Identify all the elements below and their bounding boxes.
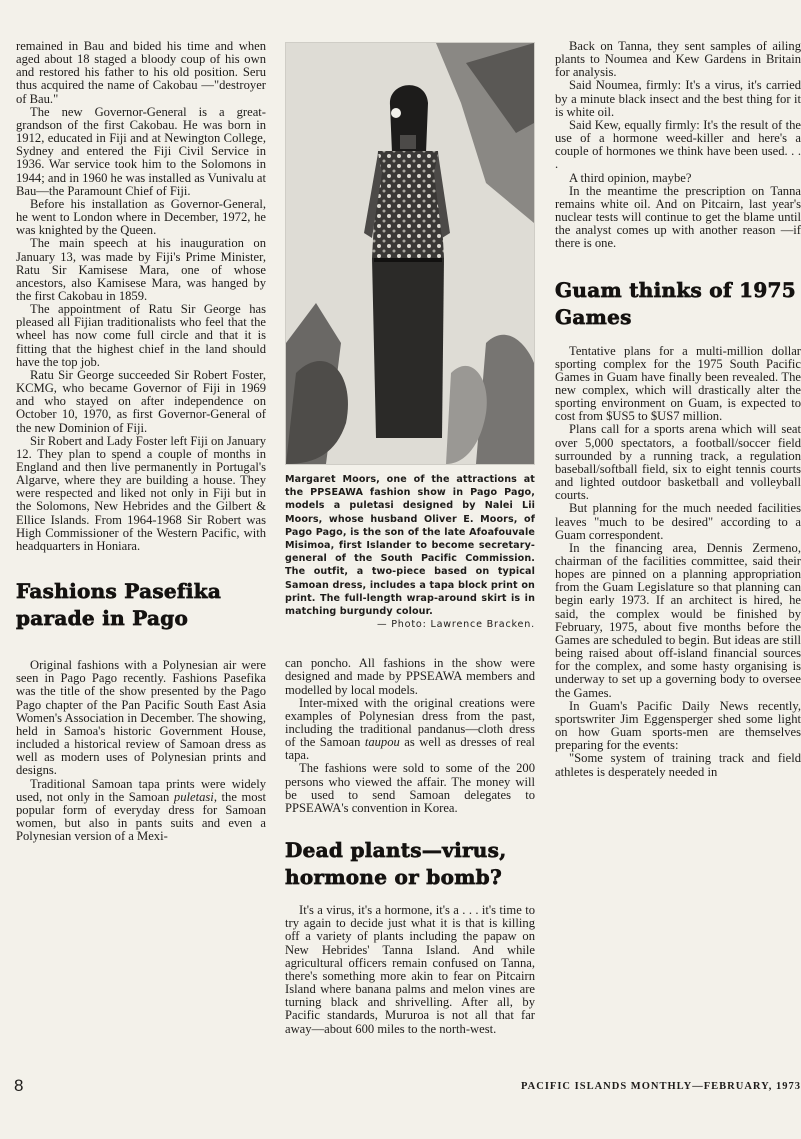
body-paragraph: Back on Tanna, they sent samples of ailing plants to Noumea and Kew Gardens in Britain for analysis. [555, 39, 801, 80]
photographer-name: Lawrence Bracken. [430, 619, 535, 631]
photo-credit: — Photo: Lawrence Bracken. [376, 619, 535, 631]
fashion-photo [285, 42, 535, 465]
body-paragraph: Said Noumea, firmly: It's a virus, it's carried by a minute black insect and the best thing for it is white oil. [555, 78, 801, 119]
body-paragraph: The appointment of Ratu Sir George has pleased all Fijian traditionalists who feel that the wheel has now come full circle and that it is fitting that the highest chief in the land should have the top job. [16, 302, 266, 369]
body-paragraph: Original fashions with a Polynesian air were seen in Pago Pago recently. Fashions Pasefika was the title of the show presented by the Pago Pago chapter of the Pan Pacific South East Asia Women's Association in December. The showing, held in Samoa's historic Government House, included a historical review of Samoan dress as well as modern uses of Polynesian prints and designs. [16, 658, 266, 778]
body-paragraph: In the financing area, Dennis Zermeno, chairman of the facilities committee, said their hopes are pinned on a planning appropriation from the Guam Legislature so that planning can begin early 1973. If an architect is hired, he said, the complex would be finished by February, 1975, about five months before the Games are scheduled to begin. But ideas are still being raised about off-island financial sources for the complex, and some hasty organising is underway to set up a governing body to oversee the Games. [555, 540, 801, 700]
body-paragraph: But planning for the much needed facilities leaves "much to be desired" according to a Guam correspondent. [555, 501, 801, 542]
headline-plants: Dead plants—virus, hormone or bomb? [285, 838, 507, 890]
body-paragraph: Tentative plans for a multi-million dollar sporting complex for the 1975 South Pacific Games in Guam have finally been revealed. The new complex, which will drastically alter the sporting environment on Guam, is expected to cost from $US5 to $US7 million. [555, 343, 801, 424]
body-paragraph: "Some system of training track and field athletes is desperately needed in [555, 751, 801, 779]
body-paragraph: A third opinion, maybe? [569, 170, 692, 185]
body-paragraph: The new Governor-General is a great-grandson of the first Cakobau. He was born in 1912, educated in Fiji and at Newington College, Sydney and entered the Fiji Civil Service in 1936. War service took him to the Solomons in 1944; and in 1960 he was installed as Vunivalu at Bau—the Paramount Chief of Fiji. [16, 104, 266, 198]
body-paragraph: Said Kew, equally firmly: It's the result of the use of a hormone weed-killer and here's a couple of hormones we think have been used. . . . [555, 117, 801, 172]
body-paragraph: can poncho. All fashions in the show were designed and made by PPSEAWA members and modelled by local models. [285, 656, 535, 697]
headline-fashions: Fashions Pasefika parade in Pago [16, 579, 222, 631]
body-paragraph: Before his installation as Governor-General, he went to London where in December, 1972, he was knighted by the Queen. [16, 196, 266, 238]
column-middle [285, 40, 535, 1036]
column-left [16, 40, 266, 843]
running-footer: PACIFIC ISLANDS MONTHLY—FEBRUARY, 1973 [521, 1081, 801, 1092]
column-right [555, 40, 801, 779]
body-paragraph: Ratu Sir George succeeded Sir Robert Foster, KCMG, who became Governor of Fiji in 1969 and who stayed on after independence on October 10, 1970, as first Governor-General of the new Dominion of Fiji. [16, 367, 266, 435]
body-paragraph: The main speech at his inauguration on January 13, was made by Fiji's Prime Minister, Ratu Sir Kamisese Mara, one of whose ancestors, also Kamisese Mara, was hanged by the first Cakobau in 1859. [16, 236, 266, 303]
photo-caption: Margaret Moors, one of the attractions at the PPSEAWA fashion show in Pago Pago, models a puletasi designed by Nalei Lii Moors, whose husband Oliver E. Moors, of Pago Pago, is the son of the late Afoafouvale Misimoa, first Islander to become secretary-general of the South Pacific Commission. The outfit, a two-piece based on typical Samoan dress, includes a tapa block print on print. The full-length wrap-around skirt is in matching burgundy colour. [285, 474, 535, 618]
body-paragraph: It's a virus, it's a hormone, it's a . . . it's time to try again to decide just what it is that is killing off a variety of plants including the papaw on New Hebrides' Tanna Island. And while agricultural officers remain confused on Tanna, there's something more akin to fear on Pitcairn Island where banana palms and melon vines are turning black and shrivelling. After all, by Pacific standards, Mururoa is not all that far away—about 600 miles to the north-west. [285, 903, 535, 1036]
body-paragraph: The fashions were sold to some of the 200 persons who viewed the affair. The money will be used to send Samoan delegates to PPSEAWA's convention in Korea. [285, 761, 535, 815]
body-paragraph: In the meantime the prescription on Tanna remains white oil. And on Pitcairn, last year's nuclear tests will continue to get the blame until the analyst comes up with another reason —if there is one. [555, 183, 801, 251]
body-paragraph: Inter-mixed with the original creations were examples of Polynesian dress from the past, including the traditional pandanus—cloth dress of the Samoan taupou as well as dresses of real tapa. [285, 695, 535, 763]
photo-woman-in-puletasi [286, 43, 534, 464]
body-paragraph: Traditional Samoan tapa prints were widely used, not only in the Samoan puletasi, the most popular form of everyday dress for Samoan women, but also in pants suits and even a Polynesian version of a Mexi- [16, 776, 266, 844]
body-paragraph: In Guam's Pacific Daily News recently, sportswriter Jim Eggensperger shed some light on how Guam sports-men are themselves preparing for the events: [555, 698, 801, 753]
page-number: 8 [14, 1076, 24, 1095]
body-paragraph: Sir Robert and Lady Foster left Fiji on January 12. They plan to spend a couple of months in England and then live permanently in Portugal's Algarve, where they are building a house. They were respected and liked not only in Fiji but in the Solomons, New Hebrides and the Gilbert & Ellice Islands. From 1964-1968 Sir Robert was High Commissioner of the Western Pacific, with headquarters in Honiara. [16, 433, 266, 553]
body-paragraph: remained in Bau and bided his time and when aged about 18 staged a bloody coup of his own and restored his father to his old position. Seru thus acquired the name of Cakobau —"destroyer of Bau." [16, 39, 266, 106]
headline-guam: Guam thinks of 1975 Games [555, 277, 796, 329]
body-paragraph: Plans call for a sports arena which will seat over 5,000 spectators, a football/soccer field surrounded by a running track, a regulation baseball/softball field, six to eight tennis courts and lighted outdoor basketball and volleyball courts. [555, 422, 801, 503]
